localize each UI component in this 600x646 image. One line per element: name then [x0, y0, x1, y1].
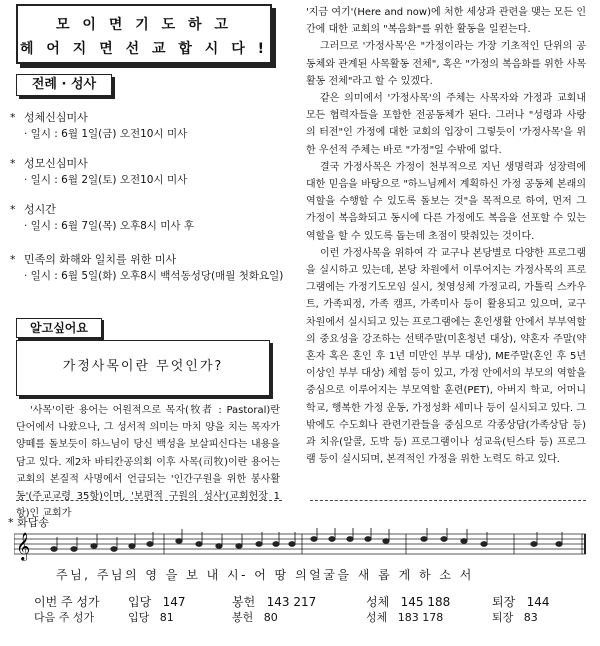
mass-item: * 민족의 화해와 일치를 위한 미사 · 일시 : 6월 5일(화) 오후8시 백석동성당(매월 첫화요일)	[10, 253, 284, 282]
mass-item: * 성모신심미사 · 일시 : 6월 2일(토) 오전10시 미사	[10, 157, 188, 186]
article-paragraph: 결국 가정사목은 가정이 천부적으로 지닌 생명력과 성장력에 대한 믿음을 바탕으로 "하느님께서 계획하신 가정 공동체 본래의 역할을 수행할 수 있도록 돌보는 것"을 목적으로 하여, 먼저 그 가정이 복음화되고 동시에 다른 가정에도 복음을 선포할 수 있는 역할을 할 수 있도록 돕는데 초점이 맞춰있는 것이다.	[306, 161, 586, 242]
note-head	[311, 537, 317, 542]
note-head	[236, 544, 242, 549]
question-title: 가정사목이란 무엇인가?	[62, 359, 224, 374]
note-head	[365, 537, 371, 542]
mass-item: * 성시간 · 일시 : 6월 7일(목) 오후8시 미사 후	[10, 203, 195, 232]
question-tab: 알고싶어요	[16, 318, 102, 338]
note-head	[289, 542, 295, 547]
mass-name: 민족의 화해와 일치를 위한 미사	[24, 253, 177, 266]
left-divider	[16, 500, 282, 501]
hymn-recessional: 퇴장 144	[492, 595, 550, 609]
article-paragraph: '지금 여기'(Here and now)에 처한 세상과 관련을 맺는 모든 인간에 대한 교회의 "복음화"를 위한 활동을 일컫는다.	[306, 7, 586, 36]
note-head	[383, 539, 389, 544]
article-paragraph: 그러므로 '가정사목'은 "가정이라는 가장 기초적인 단위의 공동체와 관계된 사목활동 전체", 혹은 "가정의 복음화를 위한 사목활동 전체"라고 할 수 있겠다.	[306, 41, 586, 87]
mass-detail: · 일시 : 6월 2일(토) 오전10시 미사	[24, 174, 188, 186]
mass-detail: · 일시 : 6월 7일(목) 오후8시 미사 후	[24, 220, 195, 232]
motto-line-2: 헤 어 지 면 선 교 합 시 다 !	[20, 41, 268, 57]
hymn-label: * 화답송	[8, 516, 49, 529]
mass-item: * 성체신심미사 · 일시 : 6월 1일(금) 오전10시 미사	[10, 111, 188, 140]
note-head	[421, 537, 427, 542]
motto-line-1: 모 이 면 기 도 하 고	[56, 17, 232, 33]
note-head	[441, 537, 447, 542]
hymn-row-next-week	[34, 611, 94, 624]
hymn-offertory: 봉헌 80	[232, 611, 278, 624]
note-head	[176, 539, 182, 544]
right-divider	[310, 500, 586, 501]
note-head	[147, 542, 153, 547]
mass-name: 성체신심미사	[24, 111, 88, 124]
treble-clef-icon: 𝄞	[16, 532, 31, 560]
article-paragraph: 같은 의미에서 '가정사목'의 주체는 사목자와 가정과 교회내 모든 협력자들을 포함한 전공동체가 된다. 그러나 "성령과 사랑의 터전"인 가정에 대한 교회의 입장이 그렇듯이 '가정사목'을 위한 우선적 주체는 바로 "가정"일 수밖에 없다.	[306, 93, 586, 156]
question-box	[16, 340, 270, 396]
note-head	[71, 547, 77, 552]
section-liturgy-label: 전례 · 성사	[31, 77, 97, 92]
article-left-column	[16, 402, 280, 522]
hymn-row-label: 다음 주 성가	[34, 611, 95, 624]
hymn-entrance: 입당 147	[128, 595, 186, 609]
note-head	[347, 537, 353, 542]
hymn-offertory: 봉헌 143 217	[232, 595, 317, 609]
mass-name: 성모신심미사	[24, 157, 88, 170]
hymn-entrance: 입당 81	[128, 611, 174, 624]
hymn-lyrics: 주님, 주님의 영 을 보 내 시- 어 땅 의얼굴을 새 롭 게 하 소 서	[56, 568, 474, 582]
hymn-row-this-week	[34, 596, 100, 609]
mass-detail: · 일시 : 6월 5일(화) 오후8시 백석동성당(매월 첫화요일)	[24, 270, 284, 282]
hymn-recessional: 퇴장 83	[492, 611, 538, 624]
note-head	[481, 542, 487, 547]
note-head	[129, 544, 135, 549]
article-paragraph: '사목'이란 용어는 어원적으로 목자(牧者 : Pastoral)란 단어에서 나왔으나, 그 성서적 의미는 마치 양을 치는 목자가 양떼를 돌보듯이 하느님이 당신 백성을 보살피신다는 내용을 담고 있다. 제2차 바티칸공의회 이후 사목(司牧)이란 용어는 교회의 본질적 사명에서 언급되는 '인간구원을 위한 봉사활동'(주교교령 35항)이며, '보편적 구원의 성사'(교회헌장 1항)인 교회가	[16, 405, 280, 520]
mass-detail: · 일시 : 6월 1일(금) 오전10시 미사	[24, 128, 188, 140]
motto-banner	[16, 4, 272, 64]
mass-name: 성시간	[24, 203, 56, 216]
note-head	[461, 539, 467, 544]
note-head	[256, 542, 262, 547]
article-right-column	[306, 4, 586, 468]
hymn-row-label: 이번 주 성가	[34, 595, 100, 609]
note-head	[91, 544, 97, 549]
note-head	[329, 537, 335, 542]
hymn-communion: 성체 145 188	[366, 595, 451, 609]
note-head	[111, 547, 117, 552]
note-head	[196, 542, 202, 547]
note-head	[531, 542, 537, 547]
music-staff	[14, 528, 586, 562]
note-head	[556, 542, 562, 547]
note-head	[216, 544, 222, 549]
hymn-communion: 성체 183 178	[366, 611, 444, 624]
note-head	[273, 542, 279, 547]
article-paragraph: 이런 가정사목을 위하여 각 교구나 본당별로 다양한 프로그램을 실시하고 있는데, 본당 차원에서 이루어지는 가정사목의 프로그램에는 가정기도모임 실시, 첫영성체 가정교리, 가톨릭 스카우트, 가족피정, 가족 캠프, 가족미사 등이 활용되고 있으며, 교구 차원에서 실시되고 있는 프로그램에는 혼인생활 안에서 부부역할의 중요성을 강조하는 선택주말(미혼청년 대상), 약혼자 주말(약혼자 혹은 혼인 후 1년 미만인 부부 대상), ME주말(혼인 후 5년 이상인 부부 대상) 체험 등이 있고, 가정 안에서의 부모의 역할을 중심으로 이루어지는 부모역할 훈련(PET), 아버지 학교, 어머니 학교, 행복한 가정 운동, 가정성화 세미나 등이 실시되고 있다. 그밖에도 수도회나 관련기관들을 중심으로 각종상담(가족상담 등)과 치유(알콜, 도박 등) 프로그램이나 성교육(틴스타 등) 프로그램 등이 실시되며, 본격적인 가정을 위한 노력도 하고 있다.	[306, 247, 586, 466]
section-liturgy-title	[16, 74, 112, 96]
note-head	[51, 547, 57, 552]
